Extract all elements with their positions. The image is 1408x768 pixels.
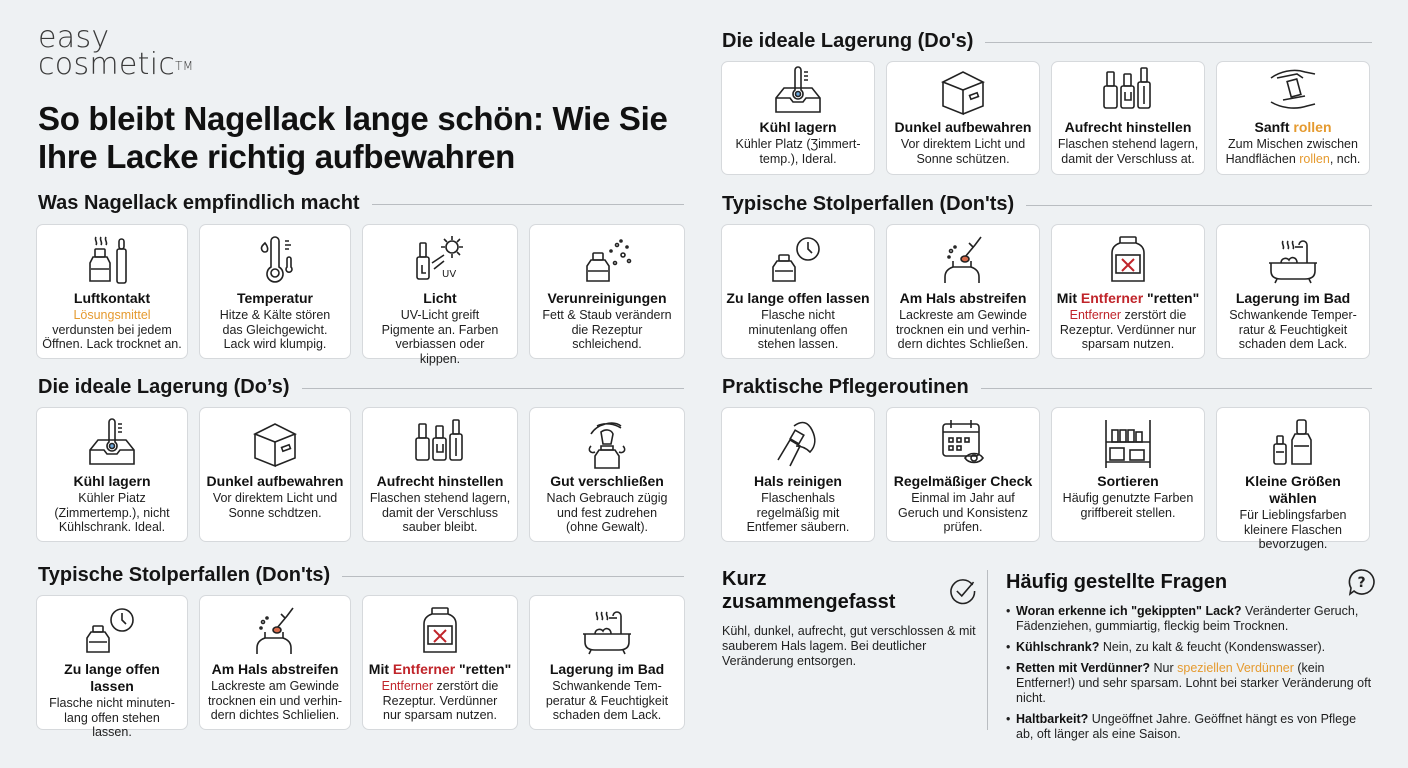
desc-text: verdunsten bei jedem Öffnen. Lack trocknet an. <box>42 322 182 351</box>
card-title: Am Hals abstreifen <box>211 661 339 677</box>
card-desc: Vor direktem Licht und Sonne schdtzen. <box>212 491 338 520</box>
summary-heading <box>722 568 977 614</box>
faq-answer: Veränderter Geruch, Fädenziehen, gummiartig, fleckig beim Trocknen. <box>1016 604 1359 633</box>
card-title: Licht <box>423 290 457 306</box>
dos-cards <box>36 407 685 542</box>
upright-bottles-icon <box>410 416 470 470</box>
card-kuehl-lagern <box>36 407 188 542</box>
card-aufrecht-hinstellen <box>1051 61 1205 175</box>
faq-answer: Nein, zu kalt & feucht (Kondenswasser). <box>1099 640 1326 654</box>
card-desc <box>1057 308 1199 352</box>
card-dunkel-aufbewahren <box>199 407 351 542</box>
section-dos-heading <box>38 376 684 399</box>
summary-text: Kühl, dunkel, aufrecht, gut verschlossen & mit sauberem Hals lagem. Bei deutlicher Veränderung entsorgen. <box>722 624 976 668</box>
card-zu-lange-offen <box>36 595 188 739</box>
faq-answer-highlight: speziellen Verdünner <box>1177 661 1294 675</box>
brand-logo <box>38 20 194 82</box>
card-desc: UV-Licht greift Pigmente an. Farben verbiassen oder kippen. <box>381 308 499 366</box>
card-title: Aufrecht hinstellen <box>1064 119 1192 135</box>
card-desc: Nach Gebrauch zügig und fest zudrehen (ohne Gewalt). <box>546 491 668 534</box>
faq-item <box>1006 712 1376 742</box>
brand-line2: cosmetic <box>38 47 176 82</box>
card-lagerung-bad <box>529 595 685 730</box>
divider <box>372 204 684 205</box>
card-desc: Flaschen stehend lagern, damit der Verschluss sauber bleibt. <box>369 491 511 534</box>
cloth-neck-icon <box>768 416 828 470</box>
bottle-clock-icon <box>82 604 142 658</box>
calendar-eye-icon <box>933 416 993 470</box>
bathtub-icon <box>577 604 637 658</box>
section-title: Was Nagellack empfindlich macht <box>38 192 360 214</box>
right-dos-cards <box>721 61 1370 175</box>
summary-panel <box>722 568 977 669</box>
divider <box>981 388 1372 389</box>
card-title: Dunkel aufbewahren <box>894 119 1032 135</box>
faq-item <box>1006 640 1376 655</box>
section-title: Praktische Pflegeroutinen <box>722 376 969 398</box>
card-dunkel-aufbewahren <box>886 61 1040 175</box>
contamination-icon <box>577 233 637 287</box>
trademark: TM <box>175 59 194 73</box>
card-desc: Vor direktem Licht und Sonne schützen. <box>900 137 1026 166</box>
box-icon <box>933 66 993 116</box>
routines-heading <box>722 376 1372 399</box>
faq-answer: Ungeöffnet Jahre. Geöffnet hängt es von Pflege ab, oft länger als eine Saison. <box>1016 712 1357 741</box>
faq-list <box>1006 604 1376 742</box>
card-title <box>1254 119 1331 136</box>
close-cap-icon <box>577 416 637 470</box>
card-sanft-rollen <box>1216 61 1370 175</box>
bathtub-icon <box>1263 233 1323 287</box>
brush-neck-icon <box>245 604 305 658</box>
sensitive-cards <box>36 224 685 366</box>
card-verunreinigungen <box>529 224 685 359</box>
desc-highlight: rollen <box>1299 151 1330 166</box>
upright-bottles-icon <box>1098 66 1158 116</box>
card-entferner-retten <box>362 595 518 730</box>
hands-rolling-icon <box>1263 66 1323 116</box>
faq-item <box>1006 661 1376 706</box>
card-title: Zu lange offen lassen <box>726 290 870 306</box>
card-desc <box>376 679 504 723</box>
section-sensitive-heading <box>38 192 684 215</box>
card-title: Kühl lagern <box>759 119 837 135</box>
card-lagerung-bad <box>1216 224 1370 359</box>
right-donts-heading <box>722 193 1372 216</box>
title-part: Mit <box>368 661 393 677</box>
shelf-icon <box>1098 416 1158 470</box>
card-title: Dunkel aufbewahren <box>206 473 344 489</box>
card-title: Zu lange offen lassen <box>64 661 160 694</box>
page-title: So bleibt Nagellack lange schön: Wie Sie Ihre Lacke richtig aufbewahren <box>38 100 668 175</box>
card-title: Aufrecht hinstellen <box>376 473 504 489</box>
vertical-divider <box>987 570 988 730</box>
faq-item <box>1006 604 1376 634</box>
card-aufrecht-hinstellen <box>362 407 518 542</box>
card-desc: Schwankende Tem-peratur & Feuchtigkeit schaden dem Lack. <box>545 679 669 722</box>
card-temperatur <box>199 224 351 359</box>
remover-x-icon <box>410 604 470 658</box>
divider <box>302 388 684 389</box>
card-desc: Häufig genutzte Farben griffbereit stellen. <box>1062 491 1194 520</box>
card-title: Am Hals abstreifen <box>899 290 1027 306</box>
title-highlight: rollen <box>1293 119 1332 135</box>
card-gut-verschliessen <box>529 407 685 542</box>
section-title: Die ideale Lagerung (Do's) <box>722 30 974 52</box>
cool-storage-icon <box>768 66 828 116</box>
card-desc: Kühler Piatz (Zimmertemp.), nicht Kühlschrank. Ideal. <box>54 491 170 534</box>
card-desc: Flaschen stehend lagern, damit der Verschluss at. <box>1057 137 1199 166</box>
card-title: Temperatur <box>237 290 313 306</box>
title-part: Mit <box>1056 290 1081 306</box>
card-hals-reinigen <box>721 407 875 542</box>
small-bottles-icon <box>1263 416 1323 470</box>
section-title: Die ideale Lagerung (Do’s) <box>38 376 290 398</box>
faq-answer: Nur <box>1150 661 1178 675</box>
card-title: Regelmäßiger Check <box>893 473 1033 489</box>
title-part: "retten" <box>455 661 512 677</box>
remover-x-icon <box>1098 233 1158 287</box>
desc-text: zerstört die Rezeptur. Verdünner nur sparsam nutzen. <box>382 679 499 722</box>
desc-text: , nch. <box>1329 151 1361 166</box>
title-part: Sanft <box>1254 119 1294 135</box>
card-kuehl-lagern <box>721 61 875 175</box>
card-desc: Flaschenhals regelmäßig mit Entfemer säubern. <box>746 491 850 534</box>
card-title: Kleine Größen wählen <box>1245 473 1341 506</box>
card-am-hals-abstreifen <box>886 224 1040 359</box>
card-regelmaessiger-check <box>886 407 1040 542</box>
brand-line1: easy <box>38 20 110 55</box>
card-desc: Lackreste am Gewinde trocknen ein und verhin-dern dichtes Schlielien. <box>207 679 343 722</box>
desc-highlight: Entferner <box>381 679 434 693</box>
faq-question: Kühlschrank? <box>1016 640 1100 654</box>
summary-title: Kurz zusammengefasst <box>722 568 896 613</box>
card-desc: Flasche nicht minutenlang offen stehen lassen. <box>748 308 848 351</box>
card-am-hals-abstreifen <box>199 595 351 730</box>
desc-text: Zum Mischen zwischen Handflächen <box>1225 137 1358 166</box>
card-title <box>369 661 511 678</box>
card-desc: Kühler Platz (Ʒimmert-temp.), Ideral. <box>735 137 861 166</box>
card-zu-lange-offen <box>721 224 875 359</box>
donts-cards <box>36 595 685 739</box>
card-kleine-groessen <box>1216 407 1370 551</box>
card-title <box>1057 290 1199 307</box>
card-desc: Hitze & Kälte stören das Gleichgewicht. Lack wird klumpig. <box>219 308 331 351</box>
highlight: Lösungsmittel <box>73 308 151 322</box>
divider <box>985 42 1372 43</box>
uv-sun-icon <box>410 233 470 287</box>
card-title: Sortieren <box>1097 473 1159 489</box>
card-desc: Einmal im Jahr auf Geruch und Konsistenz prüfen. <box>898 491 1028 534</box>
card-desc: Für Lieblingsfarben kleinere Flaschen bevorzugen. <box>1239 508 1347 551</box>
thermometer-icon <box>245 233 305 287</box>
card-title: Lagerung im Bad <box>549 661 665 677</box>
card-desc: Flasche nicht minuten-lang offen stehen lassen. <box>49 696 175 739</box>
divider <box>342 576 684 577</box>
card-desc: Schwankende Temper-ratur & Feuchtigkeit schaden dem Lack. <box>1229 308 1357 351</box>
cool-storage-icon <box>82 416 142 470</box>
bottle-evaporation-icon <box>82 233 142 287</box>
right-donts-cards <box>721 224 1370 359</box>
card-sortieren <box>1051 407 1205 542</box>
card-entferner-retten <box>1051 224 1205 359</box>
box-icon <box>245 416 305 470</box>
card-desc: Fett & Staub verändern die Rezeptur schleichend. <box>542 308 672 351</box>
card-title: Gut verschließen <box>550 473 664 489</box>
right-dos-heading <box>722 30 1372 53</box>
section-donts-heading <box>38 564 684 587</box>
faq-answer: (kein Entferner!) und sehr sparsam. Lohnt bei starker Veränderung oft nicht. <box>1016 661 1372 705</box>
brush-neck-icon <box>933 233 993 287</box>
title-highlight: Entferner <box>392 661 456 677</box>
faq-question: Woran erkenne ich "gekippten" Lack? <box>1016 604 1242 618</box>
routines-cards <box>721 407 1370 551</box>
bottle-clock-icon <box>768 233 828 287</box>
faq-title: Häufig gestellte Fragen <box>1006 570 1228 593</box>
desc-highlight: Entferner <box>1069 308 1122 322</box>
faq-heading <box>1006 568 1376 596</box>
divider <box>1026 205 1372 206</box>
card-desc: Lackreste am Gewinde trocknen ein und verhin-dern dichtes Schließen. <box>895 308 1031 351</box>
card-desc <box>1223 137 1363 166</box>
card-title: Lagerung im Bad <box>1235 290 1351 306</box>
check-circle-icon <box>949 577 977 605</box>
question-bubble-icon <box>1348 568 1376 596</box>
faq-question: Retten mit Verdünner? <box>1016 661 1151 675</box>
faq-panel <box>1006 568 1376 748</box>
card-title: Kühl lagern <box>73 473 151 489</box>
card-title: Hals reinigen <box>754 473 842 489</box>
card-desc <box>41 308 183 352</box>
card-title: Luftkontakt <box>73 290 151 306</box>
card-licht <box>362 224 518 366</box>
title-part: "retten" <box>1143 290 1200 306</box>
section-title: Typische Stolperfallen (Don'ts) <box>722 193 1015 215</box>
card-title: Verunreinigungen <box>547 290 667 306</box>
faq-question: Haltbarkeit? <box>1016 712 1089 726</box>
card-luftkontakt <box>36 224 188 359</box>
title-highlight: Entferner <box>1080 290 1144 306</box>
desc-text: zerstört die Rezeptur. Verdünner nur sparsam nutzen. <box>1059 308 1197 351</box>
section-title: Typische Stolperfallen (Don'ts) <box>38 564 331 586</box>
